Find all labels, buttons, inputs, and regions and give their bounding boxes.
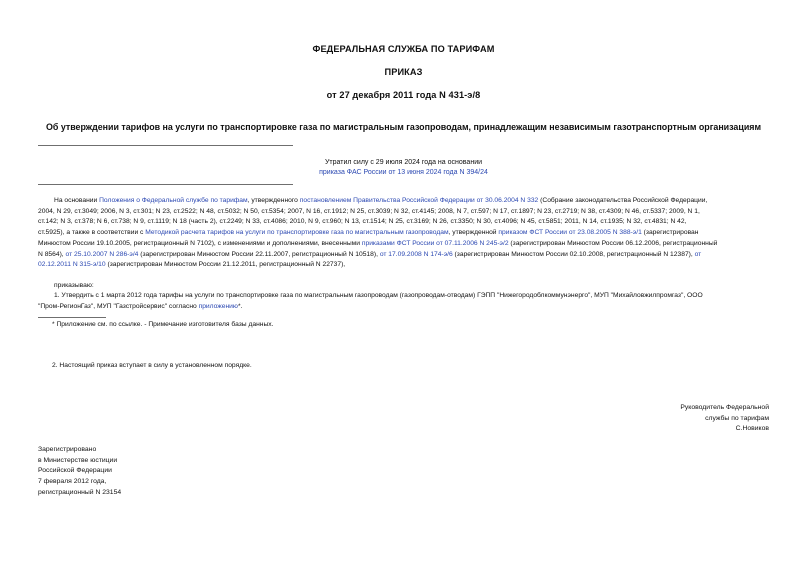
footnote-divider <box>38 317 106 318</box>
divider-top <box>38 145 293 146</box>
link-order-315-part2[interactable]: 02.12.2011 N 315-э/10 <box>38 261 106 269</box>
text-run: , утвержденной <box>448 229 499 237</box>
basis-line-4 <box>38 228 698 239</box>
registration-line-1: Зарегистрировано <box>38 446 97 453</box>
registration-line-3: Российской Федерации <box>38 467 112 475</box>
signature-name: С.Новиков <box>735 425 769 433</box>
link-methodology[interactable]: Методикой расчета тарифов на услуги по транспортировке газа по магистральным газопроводам <box>145 229 449 237</box>
basis-line-5 <box>38 239 717 250</box>
text-run: На основании <box>54 197 100 204</box>
text-run: "Пром-РегионГаз", МУП "Газстройсервис" согласно <box>38 302 199 310</box>
link-order-174[interactable]: от 17.09.2008 N 174-э/6 <box>379 250 453 258</box>
basis-line-3: ст.142; N 3, ст.378; N 6, ст.738; N 9, ст.1119; N 18 (часть 2), ст.2249; N 33, ст.4086; 2010, N 9, ст.960; N 13, ст.1514; N 25, ст.3169; N 26, ст.3350; N 30, ст.4096; N 45, ст.5851; 2011, N 14, ст.1935; N 32, ст.4831; N 42, <box>38 218 687 226</box>
link-order-286[interactable]: от 25.10.2007 N 286-э/4 <box>65 250 139 258</box>
footnote: * Приложение см. по ссылке. - Примечание изготовителя базы данных. <box>52 321 274 328</box>
link-order-388[interactable]: приказом ФСТ России от 23.08.2005 N 388-э/1 <box>498 229 642 237</box>
link-order-315-part1[interactable]: от <box>694 250 702 258</box>
doc-date-number: от 27 декабря 2011 года N 431-э/8 <box>326 90 481 100</box>
text-run: (зарегистрирован Минюстом России 21.12.2011, регистрационный N 22737), <box>105 261 346 269</box>
link-appendix[interactable]: приложению <box>198 302 238 310</box>
basis-line-2: 2004, N 29, ст.3049; 2006, N 3, ст.301; N 23, ст.2522; N 48, ст.5032; N 50, ст.5354; 2007, N 16, ст.1912; N 25, ст.3039; N 32, ст.4145; 2008, N 7, ст.597; N 17, ст.1897; N 23, ст.2719; N 38, ст.4309; N 46, ст.5337; 2009, N 1, <box>38 207 700 215</box>
link-regulation-fst[interactable]: Положения о Федеральной службе по тарифам <box>99 197 248 204</box>
text-run: (Собрание законодательства Российской Федерации, <box>538 197 708 204</box>
order-item-2: 2. Настоящий приказ вступает в силу в установленном порядке. <box>52 362 252 369</box>
basis-line-1 <box>54 196 707 207</box>
lost-force-note: Утратил силу с 29 июля 2024 года на основании <box>324 159 483 166</box>
link-order-245[interactable]: приказами ФСТ России от 07.11.2006 N 245-э/2 <box>361 239 509 247</box>
text-run: (зарегистрирован <box>641 229 699 237</box>
doc-type-heading: ПРИКАЗ <box>384 67 423 77</box>
registration-line-2: в Министерстве юстиции <box>38 456 118 464</box>
agency-heading: ФЕДЕРАЛЬНАЯ СЛУЖБА ПО ТАРИФАМ <box>312 44 495 54</box>
registration-block <box>38 445 121 499</box>
order-item-1-line-1: 1. Утвердить с 1 марта 2012 года тарифы на услуги по транспортировке газа по магистральным газопроводам (газопроводам-отводам) ГЭПП "Нижегородоблкоммунэнерго", МУП "Михайловжилпромгаз", ООО <box>54 292 703 299</box>
text-run: (зарегистрирован Минюстом России 06.12.2006, регистрационный <box>508 239 718 247</box>
lost-force-link[interactable]: приказа ФАС России от 13 июня 2024 года N 394/24 <box>319 169 488 176</box>
registration-line-5: регистрационный N 23154 <box>38 488 122 496</box>
basis-line-6 <box>38 250 701 261</box>
signature-block <box>680 403 769 435</box>
text-run: *. <box>237 302 243 310</box>
text-run: (зарегистрирован Минюстом России 02.10.2008, регистрационный N 12387), <box>452 250 695 258</box>
text-run: , утвержденного <box>247 197 300 204</box>
order-item-1-line-2 <box>38 302 242 313</box>
text-run: Минюстом России 19.10.2005, регистрационный N 7102), с изменениями и дополнениями, внесенными <box>38 239 362 247</box>
divider-bottom <box>38 184 293 185</box>
lost-force-link-line <box>0 168 807 178</box>
text-run: N 8564), <box>38 250 66 258</box>
document-title: Об утверждении тарифов на услуги по транспортировке газа по магистральным газопроводам, принадлежащим независимым газотранспортным организациям <box>45 122 762 132</box>
signature-line-2: службы по тарифам <box>705 414 769 422</box>
text-run: ст.5925), а также в соответствии с <box>38 229 146 237</box>
link-government-decree[interactable]: постановлением Правительства Российской Федерации от 30.06.2004 N 332 <box>299 197 539 204</box>
text-run: (зарегистрирован Минюстом России 22.11.2007, регистрационный N 10518), <box>138 250 380 258</box>
basis-line-7 <box>38 260 345 271</box>
signature-line-1: Руководитель Федеральной <box>680 404 769 411</box>
order-intro-text: приказываю: <box>54 282 94 289</box>
registration-line-4: 7 февраля 2012 года, <box>38 478 107 486</box>
